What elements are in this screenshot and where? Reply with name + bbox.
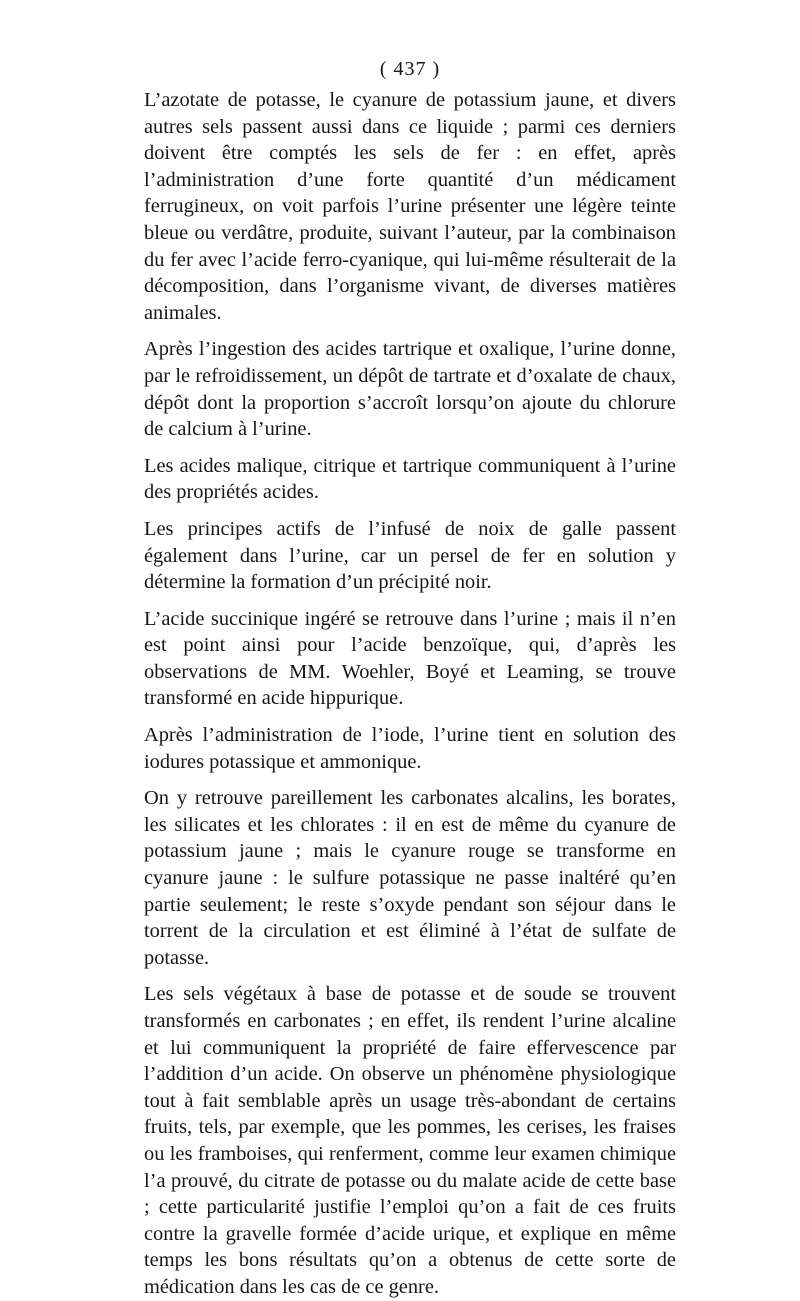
paragraph-7: On y retrouve pareillement les carbonates alcalins, les borates, les silicates et les chlorates : il en est de même du cyanure de potassium jaune ; mais le cyanure rouge se transforme en cyanure jaune : le sulfure potassique ne passe inaltéré qu’en partie seulement; le reste s’oxyde pendant son séjour dans le torrent de la circulation et est éliminé à l’état de sulfate de potasse.: [144, 787, 676, 969]
paragraph-5: L’acide succinique ingéré se retrouve dans l’urine ; mais il n’en est point ainsi pour l’acide benzoïque, qui, d’après les observations de MM. Woehler, Boyé et Leaming, se trouve transformé en acide hippurique.: [144, 607, 676, 710]
paragraph-2: Après l’ingestion des acides tartrique et oxalique, l’urine donne, par le refroidissement, un dépôt de tartrate et d’oxalate de chaux, dépôt dont la proportion s’accroît lorsqu’on ajoute du chlorure de calcium à l’urine.: [144, 338, 676, 441]
paragraph-8: Les sels végétaux à base de potasse et de soude se trouvent transformés en carbonates ; en effet, ils rendent l’urine alcaline et lui communiquent la propriété de faire effervescence par l’addition d’un acide. On observe un phénomène physiologique tout à fait semblable après un usage très-abondant de certains fruits, tels, par exemple, que les pommes, les cerises, les fraises ou les framboises, qui renferment, comme leur examen chimique l’a prouvé, du citrate de potasse ou du malate acide de cette base ; cette particularité justifie l’emploi qu’on a fait de ces fruits contre la gravelle formée d’acide urique, et explique en même temps les bons résultats qu’on a obtenus de cette sorte de médication dans les cas de ce genre.: [144, 983, 676, 1298]
paragraph-1: L’azotate de potasse, le cyanure de potassium jaune, et divers autres sels passent aussi dans ce liquide ; parmi ces derniers doivent être comptés les sels de fer : en effet, après l’administration d’une forte quantité d’un médicament ferrugineux, on voit parfois l’urine présenter une légère teinte bleue ou verdâtre, produite, suivant l’auteur, par la combinaison du fer avec l’acide ferro-cyanique, qui lui-même résulterait de la décomposition, dans l’organisme vivant, de diverses matières animales.: [144, 89, 676, 324]
paragraph-6: Après l’administration de l’iode, l’urine tient en solution des iodures potassique et ammonique.: [144, 724, 676, 773]
page-number: ( 437 ): [379, 58, 441, 80]
paragraph-4: Les principes actifs de l’infusé de noix de galle passent également dans l’urine, car un persel de fer en solution y détermine la formation d’un précipité noir.: [144, 517, 676, 594]
paragraph-3: Les acides malique, citrique et tartrique communiquent à l’urine des propriétés acides.: [144, 454, 676, 504]
